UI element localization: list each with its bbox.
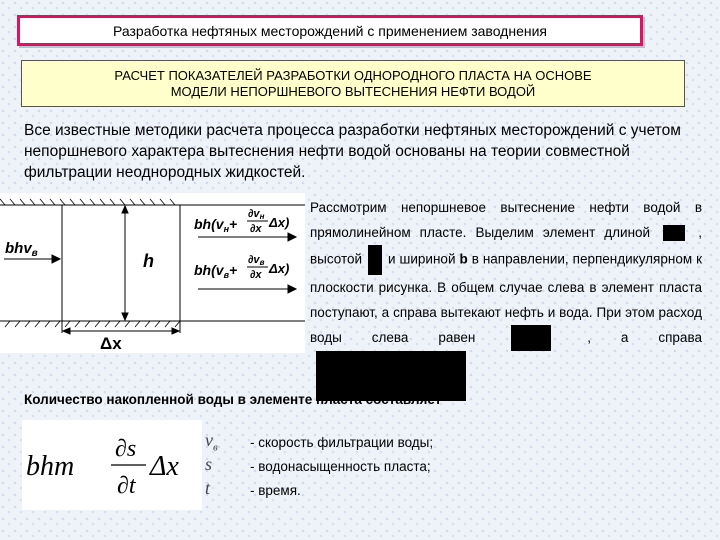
slide-header <box>17 15 643 46</box>
svg-text:∂x: ∂x <box>250 269 262 281</box>
legend-text: - время. <box>250 482 301 498</box>
formula-placeholder-h <box>368 245 382 275</box>
accumulation-formula <box>22 420 202 510</box>
paragraph-text-1: Рассмотрим непоршневое вытеснение нефти водой в прямолинейном пласте. Выделим элемент длиной <box>310 200 702 240</box>
legend-symbol: $v_в$ <box>205 430 218 454</box>
svg-text:∂x: ∂x <box>250 223 262 235</box>
svg-text:bhm: bhm <box>26 451 75 482</box>
svg-text:Δx): Δx) <box>269 261 290 276</box>
paragraph-text-2b: и шириной <box>388 251 456 267</box>
inflow-label: bhv$_в$ <box>5 240 38 259</box>
legend-text: - скорость фильтрации воды; <box>250 434 434 450</box>
legend-symbol: s <box>205 454 213 475</box>
legend-item <box>205 478 525 502</box>
svg-text:∂s: ∂s <box>115 436 137 462</box>
section-subtitle <box>21 60 685 107</box>
height-label: h <box>143 251 154 271</box>
intro-paragraph: Все известные методики расчета процесса разработки нефтяных месторождений с учетом непоршневого характера вытеснения нефти водой основаны на теории совместной фильтрации неоднородных жидкостей. <box>24 122 681 181</box>
outflow-arrow-oil <box>198 233 296 241</box>
slide-title: Разработка нефтяных месторождений с применением заводнения <box>112 22 547 39</box>
paragraph-text-2a: , высотой <box>310 225 702 267</box>
subtitle-line-2: МОДЕЛИ НЕПОРШНЕВОГО ВЫТЕСНЕНИЯ НЕФТИ ВОДОЙ <box>170 83 536 99</box>
accumulation-label: Количество накопленной воды в элементе пласта составляет <box>24 392 442 407</box>
paragraph-text-2d: в направлении, перпендикулярном к плоскости рисунка. В общем случае слева в элемент пласта поступают, а справа вытекают нефть и вода. При этом расход воды слева равен <box>310 251 702 345</box>
top-boundary <box>0 199 305 205</box>
svg-text:∂vн: ∂vн <box>248 208 265 221</box>
oil-outflow-label <box>194 208 289 235</box>
formula-placeholder-left-flow <box>511 325 551 351</box>
svg-text:∂vв: ∂vв <box>248 254 265 267</box>
formula-placeholder-dx <box>663 225 685 241</box>
paragraph-text-3: , а справа <box>587 330 702 345</box>
dx-label: Δx <box>100 334 122 353</box>
legend-text: - водонасыщенность пласта; <box>250 458 431 474</box>
height-arrow <box>122 206 128 320</box>
svg-text:∂t: ∂t <box>117 473 136 499</box>
water-outflow-label <box>194 254 289 281</box>
paragraph-text-b: b <box>459 251 468 267</box>
svg-text:bh(vн+: $bh(v_н+$ <box>194 216 238 234</box>
symbol-legend <box>205 430 525 502</box>
svg-text:Δx: Δx <box>150 451 179 482</box>
legend-symbol: t <box>205 478 211 499</box>
legend-item <box>205 454 525 478</box>
description-paragraph <box>310 195 702 401</box>
svg-text:Δx): Δx) <box>269 215 290 230</box>
subtitle-line-1: РАСЧЕТ ПОКАЗАТЕЛЕЙ РАЗРАБОТКИ ОДНОРОДНОГО ПЛАСТА НА ОСНОВЕ <box>114 67 592 83</box>
legend-item <box>205 430 525 454</box>
flow-diagram <box>0 193 305 353</box>
svg-text:bh(vв+: $bh(v_в+$ <box>194 262 238 280</box>
outflow-arrow-water <box>198 285 296 293</box>
bottom-boundary <box>0 321 305 327</box>
